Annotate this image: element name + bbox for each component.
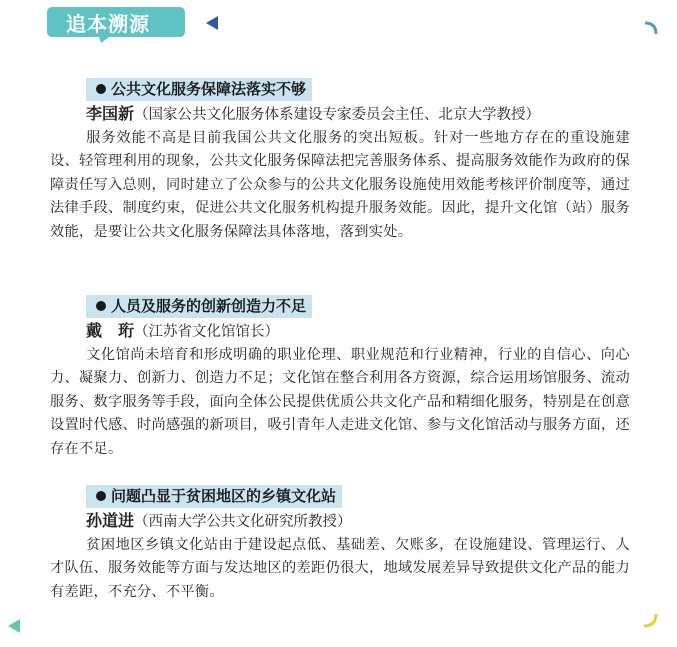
author-name: 孙道进 xyxy=(86,511,135,530)
section-heading: 公共文化服务保障法落实不够 xyxy=(86,78,312,101)
bullet-dot-icon xyxy=(96,84,106,94)
author-name: 李国新 xyxy=(86,104,135,123)
section-3 xyxy=(50,485,630,604)
bullet-dot-icon xyxy=(96,301,106,311)
author-line xyxy=(86,510,630,533)
top-arrow-line xyxy=(206,16,645,30)
author-role: （西南大学公共文化研究所教授） xyxy=(134,514,352,530)
section-1 xyxy=(50,78,630,244)
author-role: （国家公共文化服务体系建设专家委员会主任、北京大学教授） xyxy=(134,107,541,123)
section-heading: 问题凸显于贫困地区的乡镇文化站 xyxy=(86,485,342,508)
bullet-dot-icon xyxy=(96,491,106,501)
author-name: 戴 珩 xyxy=(86,321,135,340)
section-body: 服务效能不高是目前我国公共文化服务的突出短板。针对一些地方存在的重设施建设、轻管理利用的现象，公共文化服务保障法把完善服务体系、提高服务效能作为政府的保障责任写入总则，同时建立了公众参与的公共文化服务设施使用效能考核评价制度等，通过法律手段、制度约束，促进公共文化服务机构提升服务效能。因此，提升文化馆（站）服务效能，是要让公共文化服务保障法具体落地，落到实处。 xyxy=(50,130,630,240)
bottom-arrow-line xyxy=(8,619,644,633)
section-heading: 人员及服务的创新创造力不足 xyxy=(86,295,312,318)
section-body: 文化馆尚未培育和形成明确的职业伦理、职业规范和行业精神，行业的自信心、向心力、凝聚力、创新力、创造力不足；文化馆在整合利用各方资源，综合运用场馆服务、流动服务、数字服务等手段，面向全体公民提供优质公共文化产品和精细化服务，特别是在创意设置时代感、时尚感强的新项目，吸引青年人走进文化馆、参与文化馆活动与服务方面，还存在不足。 xyxy=(50,347,630,457)
author-line xyxy=(86,103,630,126)
page-title: 追本溯源 xyxy=(66,12,150,36)
section-body: 贫困地区乡镇文化站由于建设起点低、基础差、欠账多，在设施建设、管理运行、人才队伍、服务效能等方面与发达地区的差距仍很大，地域发展差异导致提供文化产品的能力有差距，不充分、不平衡。 xyxy=(50,537,630,600)
section-2 xyxy=(50,295,630,461)
author-line xyxy=(86,320,630,343)
author-role: （江苏省文化馆馆长） xyxy=(134,324,280,340)
